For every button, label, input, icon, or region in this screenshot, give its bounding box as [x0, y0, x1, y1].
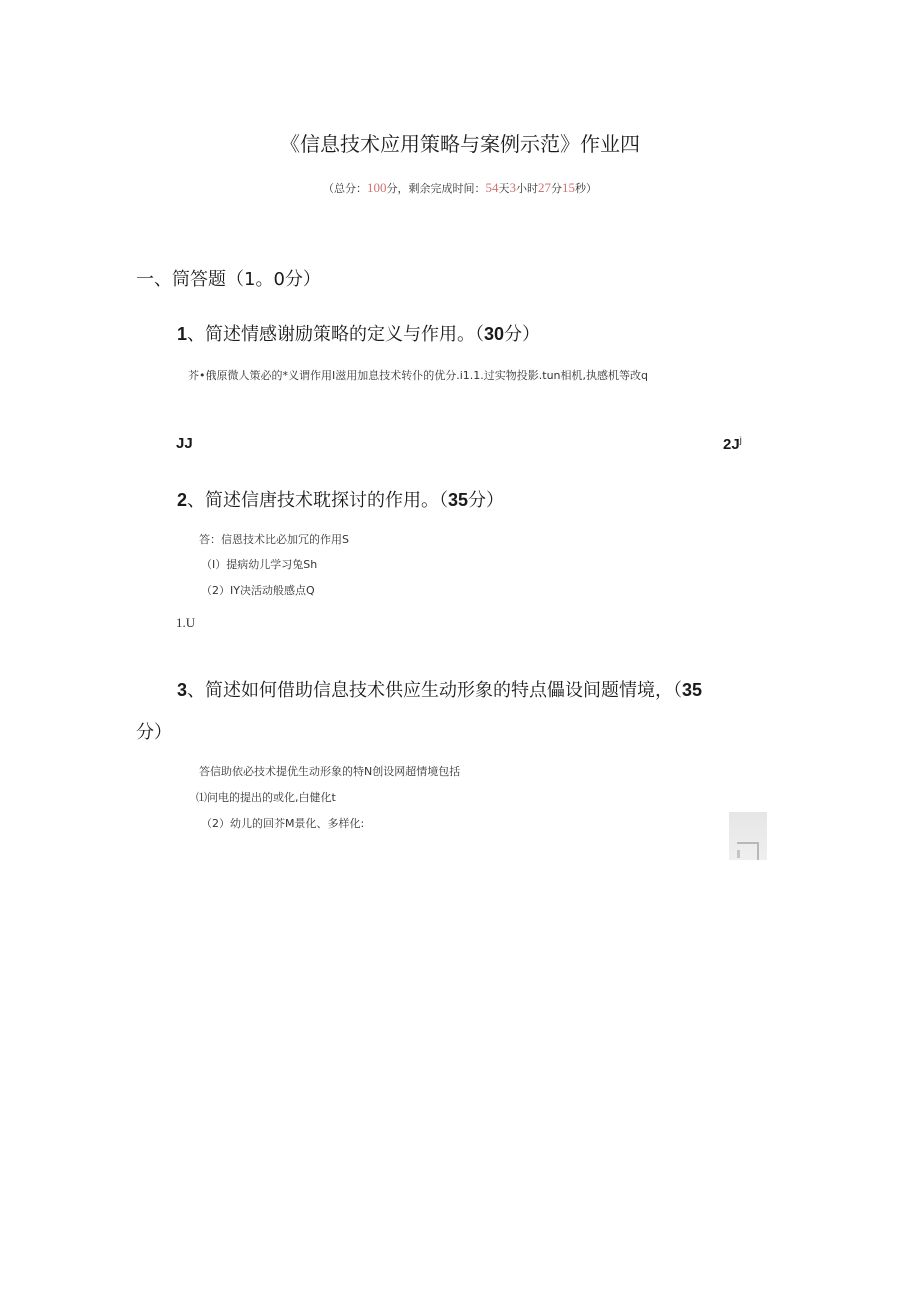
minutes-unit: 分 [551, 182, 562, 195]
question-2-text: 、简述信唐技术耽探讨的作用。（ [187, 490, 449, 511]
question-3-number: 3 [177, 680, 188, 700]
question-2-score: 35 [448, 490, 469, 510]
question-3-text: 、简述如何借助信息技术供应生动形象的特点儡设间题情境，（ [187, 680, 683, 701]
question-3-score: 35 [682, 680, 703, 700]
artifact-line [737, 842, 759, 844]
question-3-answer-line: ⑴问电的提出的或化,白健化t [196, 791, 336, 804]
mark-right-sup: j [739, 435, 742, 445]
hours-value: 3 [509, 180, 516, 195]
question-3-answer-line: 答信助依必技术提优生动形象的特N创设网超情境包括 [199, 765, 461, 778]
question-2-end: 分） [468, 490, 505, 511]
hours-unit: 小时 [516, 182, 538, 195]
scan-artifact-image [729, 812, 767, 860]
score-time-line [0, 180, 920, 196]
question-2-footer: 1.U [176, 615, 196, 630]
days-unit: 天 [498, 182, 510, 195]
question-1-end: 分） [504, 324, 541, 345]
seconds-value: 15 [562, 180, 575, 195]
artifact-line [757, 842, 759, 860]
total-score: 100 [367, 180, 387, 195]
question-1-answer: 芥•俄原微人策必的*义谓作用I滋用加息技术转仆的优分.i1.1.过实物投影.tun相机,执感机等改q [188, 369, 649, 382]
question-1-mark-right [723, 435, 742, 453]
question-2-number: 2 [177, 490, 188, 510]
question-2 [177, 486, 504, 512]
question-3 [177, 662, 777, 719]
subtitle-remaining-label: 分，剩余完成时间： [386, 182, 486, 195]
question-1 [177, 320, 540, 346]
question-2-answer-line: （I）提病幼儿学习兔Sh [201, 558, 318, 571]
question-3-answer-line: （2）幼儿的回芥M景化、多样化: [201, 817, 365, 830]
question-2-answer-line: （2）IY决活动般感点Q [201, 584, 315, 597]
question-1-text: 、简述情感谢励策略的定义与作用。（ [187, 324, 485, 345]
question-3-end: 分） [136, 722, 172, 743]
document-title: 《信息技术应用策略与案例示范》作业四 [280, 132, 640, 156]
subtitle-prefix: （总分： [323, 182, 367, 195]
seconds-unit: 秒） [575, 182, 597, 195]
section-heading: 一、筒答题（1。0分） [136, 269, 321, 290]
question-1-number: 1 [177, 324, 188, 344]
question-2-answer-line: 答：信恩技术比必加冗的作用S [199, 533, 349, 546]
minutes-value: 27 [538, 180, 551, 195]
artifact-mark [737, 850, 740, 858]
days-value: 54 [485, 180, 499, 195]
mark-right-text: 2J [723, 436, 740, 453]
question-1-mark-left: JJ [176, 435, 193, 452]
question-1-score: 30 [484, 324, 505, 344]
